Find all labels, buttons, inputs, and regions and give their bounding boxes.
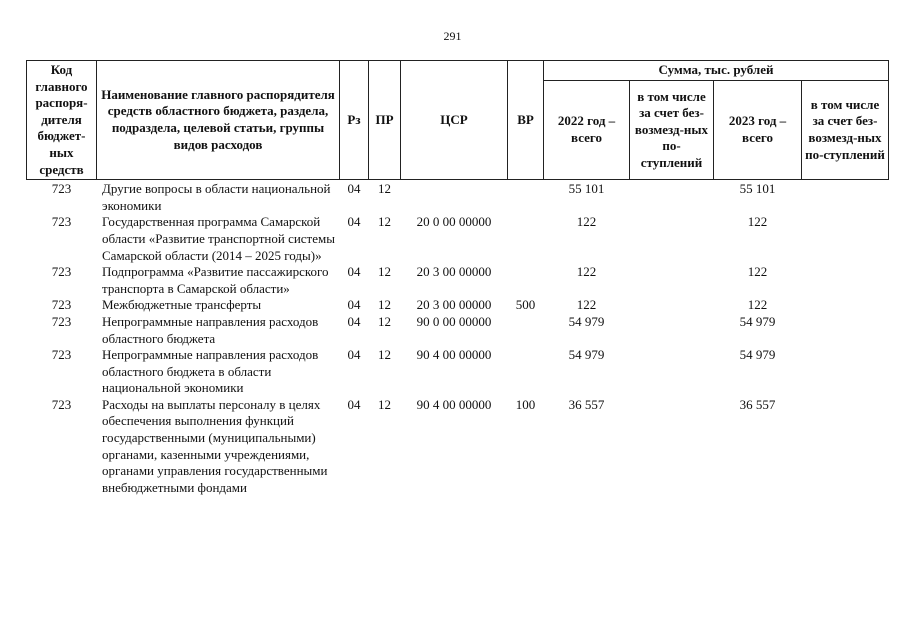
cell-total-2023: 55 101 [714, 180, 802, 215]
cell-rz: 04 [340, 314, 369, 347]
cell-rz: 04 [340, 264, 369, 297]
cell-free-2022 [630, 314, 714, 347]
cell-vr [508, 180, 544, 215]
cell-free-2023 [802, 397, 889, 497]
table-row [27, 180, 889, 215]
cell-pr: 12 [369, 180, 401, 215]
cell-pr: 12 [369, 314, 401, 347]
cell-name: Непрограммные направления расходов областного бюджета в области национальной экономики [97, 347, 340, 397]
cell-pr: 12 [369, 214, 401, 264]
cell-csr: 90 0 00 00000 [401, 314, 508, 347]
cell-free-2022 [630, 180, 714, 215]
cell-total-2022: 54 979 [544, 314, 630, 347]
cell-csr: 20 3 00 00000 [401, 264, 508, 297]
cell-free-2022 [630, 264, 714, 297]
cell-total-2023: 122 [714, 297, 802, 314]
table-header [27, 61, 889, 180]
header-name: Наименование главного распорядителя средств областного бюджета, раздела, подраздела, целевой статьи, группы видов расходов [97, 61, 340, 180]
cell-rz: 04 [340, 347, 369, 397]
header-free-2022: в том числе за счет без-возмезд-ных по-ступлений [630, 81, 714, 180]
cell-total-2022: 122 [544, 214, 630, 264]
cell-csr: 90 4 00 00000 [401, 347, 508, 397]
cell-rz: 04 [340, 214, 369, 264]
cell-name: Подпрограмма «Развитие пассажирского транспорта в Самарской области» [97, 264, 340, 297]
header-vr: ВР [508, 61, 544, 180]
header-total-2023: 2023 год – всего [714, 81, 802, 180]
cell-free-2022 [630, 214, 714, 264]
cell-code: 723 [27, 347, 97, 397]
cell-free-2022 [630, 397, 714, 497]
cell-vr [508, 214, 544, 264]
cell-csr: 90 4 00 00000 [401, 397, 508, 497]
header-free-2023: в том числе за счет без-возмезд-ных по-ступлений [802, 81, 889, 180]
cell-free-2023 [802, 180, 889, 215]
cell-rz: 04 [340, 180, 369, 215]
cell-free-2022 [630, 297, 714, 314]
cell-total-2022: 54 979 [544, 347, 630, 397]
cell-total-2023: 122 [714, 214, 802, 264]
cell-csr [401, 180, 508, 215]
cell-code: 723 [27, 264, 97, 297]
header-pr: ПР [369, 61, 401, 180]
header-csr: ЦСР [401, 61, 508, 180]
cell-vr: 500 [508, 297, 544, 314]
cell-pr: 12 [369, 297, 401, 314]
budget-table [26, 60, 889, 496]
cell-total-2023: 36 557 [714, 397, 802, 497]
cell-code: 723 [27, 397, 97, 497]
cell-free-2023 [802, 314, 889, 347]
cell-rz: 04 [340, 397, 369, 497]
header-code: Код главного распоря-дителя бюджет-ных средств [27, 61, 97, 180]
table-row [27, 297, 889, 314]
cell-vr [508, 264, 544, 297]
cell-pr: 12 [369, 264, 401, 297]
cell-name: Расходы на выплаты персоналу в целях обеспечения выполнения функций государственными (муниципальными) органами, казенными учреждениями, органами управления государственными внебюджетными фондами [97, 397, 340, 497]
cell-name: Непрограммные направления расходов областного бюджета [97, 314, 340, 347]
table-row [27, 397, 889, 497]
cell-vr: 100 [508, 397, 544, 497]
cell-csr: 20 3 00 00000 [401, 297, 508, 314]
cell-name: Другие вопросы в области национальной экономики [97, 180, 340, 215]
cell-name: Государственная программа Самарской области «Развитие транспортной системы Самарской области (2014 – 2025 годы)» [97, 214, 340, 264]
cell-free-2023 [802, 264, 889, 297]
cell-total-2022: 36 557 [544, 397, 630, 497]
cell-code: 723 [27, 180, 97, 215]
cell-total-2023: 122 [714, 264, 802, 297]
table-row [27, 214, 889, 264]
cell-free-2023 [802, 214, 889, 264]
cell-free-2023 [802, 347, 889, 397]
cell-total-2022: 122 [544, 264, 630, 297]
table-row [27, 347, 889, 397]
cell-code: 723 [27, 297, 97, 314]
cell-code: 723 [27, 214, 97, 264]
cell-vr [508, 347, 544, 397]
cell-pr: 12 [369, 397, 401, 497]
header-sum-group: Сумма, тыс. рублей [544, 61, 889, 81]
cell-total-2022: 122 [544, 297, 630, 314]
cell-total-2022: 55 101 [544, 180, 630, 215]
page-number: 291 [443, 29, 462, 43]
table-row [27, 264, 889, 297]
cell-total-2023: 54 979 [714, 347, 802, 397]
cell-vr [508, 314, 544, 347]
cell-free-2023 [802, 297, 889, 314]
header-rz: Рз [340, 61, 369, 180]
table-row [27, 314, 889, 347]
budget-table-container [26, 60, 889, 496]
cell-rz: 04 [340, 297, 369, 314]
cell-total-2023: 54 979 [714, 314, 802, 347]
cell-csr: 20 0 00 00000 [401, 214, 508, 264]
cell-code: 723 [27, 314, 97, 347]
cell-name: Межбюджетные трансферты [97, 297, 340, 314]
table-body [27, 180, 889, 497]
header-total-2022: 2022 год – всего [544, 81, 630, 180]
cell-free-2022 [630, 347, 714, 397]
cell-pr: 12 [369, 347, 401, 397]
